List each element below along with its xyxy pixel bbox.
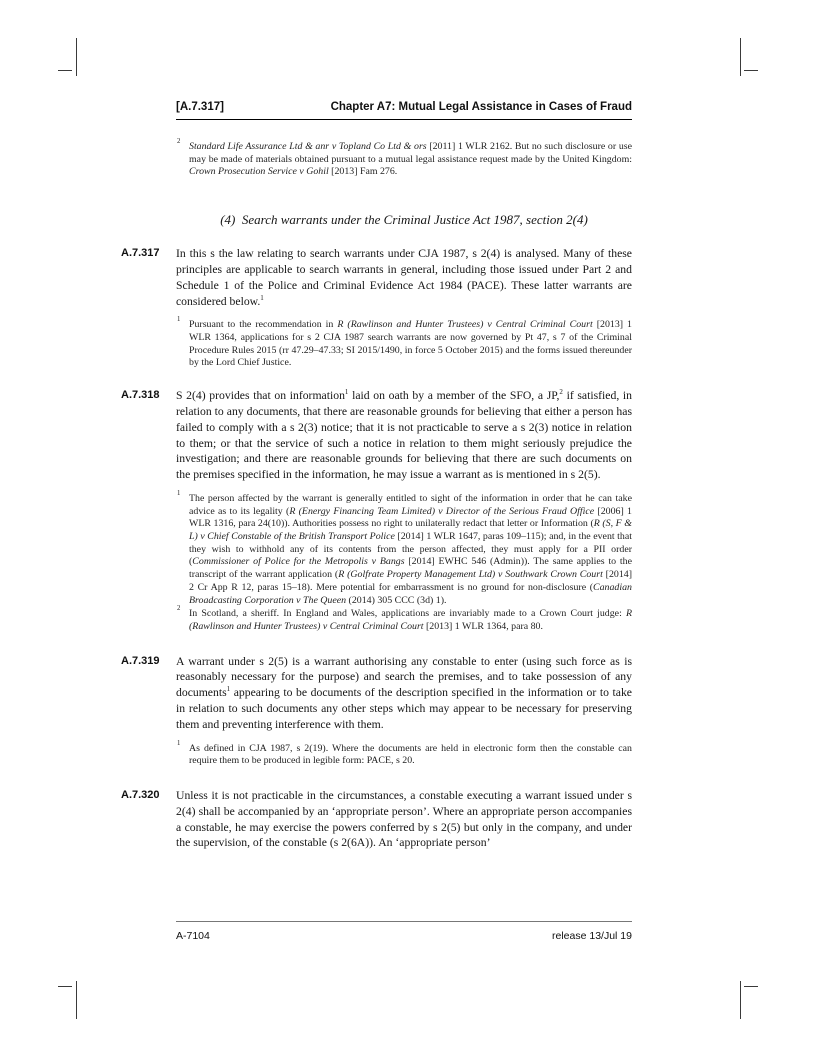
crop-mark-bottom-right-vertical — [740, 981, 741, 1019]
footnote-text: Pursuant to the recommendation in R (Rawlinson and Hunter Trustees) v Central Criminal Court [2013] 1 WLR 1364, applications for s 2 CJA 1987 search warrants are now governed by Pt 47, s 7 of the Criminal Procedure Rules 2015 (rr 47.29–47.33; SI 2015/1490, in force 5 October 2015) and the forms issued thereunder by the Lord Chief Justice. — [189, 319, 632, 369]
crop-mark-top-right-horizontal — [744, 70, 758, 71]
footnote — [176, 489, 632, 607]
footnote — [176, 739, 632, 768]
footnote — [176, 316, 632, 370]
footnote-text: As defined in CJA 1987, s 2(19). Where the documents are held in electronic form then the constable can require them to be produced in legible form: PACE, s 20. — [189, 742, 632, 767]
paragraph-body: S 2(4) provides that on information$^1$ laid on oath by a member of the SFO, a JP,$^2$ if satisfied, in relation to any documents, that there are reasonable grounds for believing that either a person has failed to comply with a s 2(3) notice; that it is not practicable to serve a s 2(3) notice in relation to them; or that the service of such a notice in relation to them might seriously prejudice the investigation; and there are reasonable grounds for believing that there are such documents on the premises specified in the information, he may issue a warrant as is mentioned in s 2(5). — [176, 388, 632, 482]
paragraph-A7319 — [121, 654, 632, 768]
footnote — [176, 605, 632, 633]
crop-mark-top-left-vertical — [76, 38, 77, 76]
crop-mark-top-left-horizontal — [58, 70, 72, 71]
paragraph-A7320 — [121, 788, 632, 851]
paragraph-label: A.7.317 — [121, 247, 160, 260]
page-footer — [176, 921, 632, 942]
crop-mark-bottom-right-horizontal — [744, 986, 758, 987]
footnote-block — [176, 739, 632, 768]
footnote-number: 2 — [177, 605, 181, 613]
paragraph-label: A.7.319 — [121, 654, 160, 667]
paragraph-body: A warrant under s 2(5) is a warrant authorising any constable to enter (using such force as is reasonably necessary for the purpose) and search the premises, and to take possession of any documents$^1$ appearing to be documents of the description specified in the information or to take in relation to such documents any other steps which may appear to be necessary for preserving them and preventing interference with them. — [176, 654, 632, 731]
text-column — [121, 0, 632, 851]
page-header — [176, 101, 632, 114]
footnote-number: 1 — [177, 316, 181, 324]
header-section-ref: [A.7.317] — [176, 101, 224, 113]
header-rule — [176, 119, 632, 120]
footnote-text: The person affected by the warrant is generally entitled to sight of the information in order that he can take advice as to its legality (R (Energy Financing Team Limited) v Director of the Serious Fraud Office [2006] 1 WLR 1316, para 24(10)). Authorities possess no right to unilaterally redact that letter or Information (R (S, F & L) v Chief Constable of the British Transport Police [2014] 1 WLR 1647, paras 109–115); and, in the event that they wish to withhold any of its contents from the person affected, they must apply for a PII order (Commissioner of Police for the Metropolis v Bangs [2014] EWHC 546 (Admin)). The same applies to the transcript of the warrant application (R (Golfrate Property Management Ltd) v Southwark Crown Court [2014] 2 Cr App R 12, paras 15–18). Mere potential for embarrassment is no ground for non-disclosure (Canadian Broadcasting Corporation v The Queen (2014) 305 CCC (3d) 1). — [189, 492, 632, 606]
carryover-footnote — [176, 138, 632, 179]
paragraph-A7317 — [121, 246, 632, 370]
crop-mark-bottom-left-vertical — [76, 981, 77, 1019]
crop-mark-bottom-left-horizontal — [58, 986, 72, 987]
paragraph-A7318 — [121, 388, 632, 634]
footnote-block — [176, 489, 632, 634]
header-chapter-title: Chapter A7: Mutual Legal Assistance in Cases of Fraud — [330, 101, 632, 113]
footnote-number: 1 — [177, 739, 181, 747]
crop-mark-top-right-vertical — [740, 38, 741, 76]
footnote-number: 1 — [177, 489, 181, 497]
footnote-text: Standard Life Assurance Ltd & anr v Topland Co Ltd & ors [2011] 1 WLR 2162. But no such disclosure or use may be made of materials obtained pursuant to a mutual legal assistance request made by the United Kingdom: Crown Prosecution Service v Gohil [2013] Fam 276. — [189, 141, 632, 178]
footer-rule — [176, 921, 632, 922]
section-heading: (4) Search warrants under the Criminal Justice Act 1987, section 2(4) — [220, 212, 588, 228]
footer-release-info: release 13/Jul 19 — [552, 930, 632, 942]
paragraph-body: In this s the law relating to search warrants under CJA 1987, s 2(4) is analysed. Many of these principles are applicable to search warrants in general, including those issued under Part 2 and Schedule 1 of the Police and Criminal Evidence Act 1984 (PACE). These latter warrants are considered below.$^1$ — [176, 247, 632, 308]
footnote-number: 2 — [177, 138, 181, 145]
paragraph-label: A.7.318 — [121, 389, 160, 402]
footnote-text: In Scotland, a sheriff. In England and Wales, applications are invariably made to a Crown Court judge: R (Rawlinson and Hunter Trustees) v Central Criminal Court [2013] 1 WLR 1364, para 80. — [189, 608, 632, 632]
paragraph-body: Unless it is not practicable in the circumstances, a constable executing a warrant issued under s 2(4) shall be accompanied by an ‘appropriate person’. Where an appropriate person accompanies a constable, he may exercise the powers conferred by s 2(5) but only in the company, and under the supervision, of the constable (s 2(6A)). An ‘appropriate person’ — [176, 789, 632, 850]
paragraph-label: A.7.320 — [121, 789, 160, 802]
footnote-block — [176, 316, 632, 370]
footer-page-number: A-7104 — [176, 930, 210, 942]
